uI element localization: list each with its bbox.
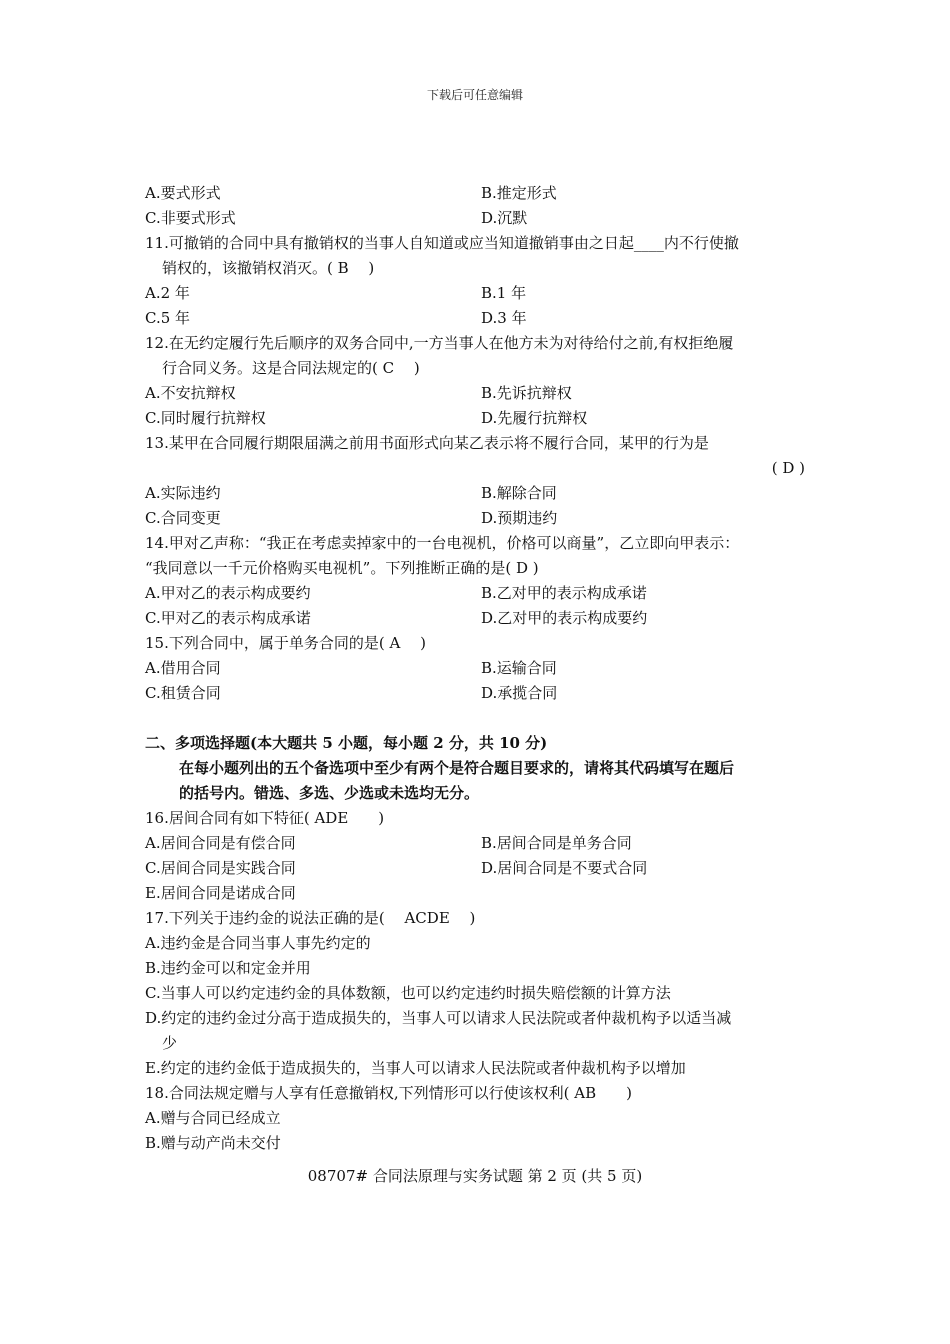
question-11: 11.可撤销的合同中具有撤销权的当事人自知道或应当知道撤销事由之日起____内不行使撤 (145, 234, 739, 252)
option-row (145, 381, 810, 406)
option-c: C.非要式形式 (145, 209, 236, 227)
option-d-cont: 少 (162, 1034, 178, 1052)
question-14-cont: “我同意以一千元价格购买电视机”。下列推断正确的是( D ) (145, 559, 539, 577)
option-b: B.乙对甲的表示构成承诺 (481, 584, 647, 602)
option-row (145, 856, 810, 881)
question-16: 16.居间合同有如下特征( ADE ) (145, 809, 385, 827)
option-c: C.同时履行抗辩权 (145, 409, 266, 427)
option-c: C.5 年 (145, 309, 191, 327)
option-a: A.甲对乙的表示构成要约 (145, 584, 311, 602)
option-a: A.借用合同 (145, 659, 221, 677)
option-e: E.约定的违约金低于造成损失的，当事人可以请求人民法院或者仲裁机构予以增加 (145, 1059, 686, 1077)
option-d: D.约定的违约金过分高于造成损失的，当事人可以请求人民法院或者仲裁机构予以适当减 (145, 1009, 732, 1027)
question-17: 17.下列关于违约金的说法正确的是( ACDE ) (145, 909, 476, 927)
option-row (145, 681, 810, 706)
option-row (145, 656, 810, 681)
section-2-heading: 二、多项选择题(本大题共 5 小题，每小题 2 分，共 10 分) (145, 734, 548, 752)
option-c: C.居间合同是实践合同 (145, 859, 296, 877)
option-a: A.2 年 (145, 284, 190, 302)
section-2-instructions: 在每小题列出的五个备选项中至少有两个是符合题目要求的，请将其代码填写在题后 (179, 759, 735, 777)
question-13: 13.某甲在合同履行期限届满之前用书面形式向某乙表示将不履行合同，某甲的行为是 (145, 434, 709, 452)
option-d: D.3 年 (481, 309, 527, 327)
option-b: B.解除合同 (481, 484, 557, 502)
option-row (145, 581, 810, 606)
section-2-instructions-cont: 的括号内。错选、多选、少选或未选均无分。 (179, 784, 480, 802)
option-d: D.预期违约 (481, 509, 558, 527)
option-d: D.乙对甲的表示构成要约 (481, 609, 648, 627)
question-12: 12.在无约定履行先后顺序的双务合同中,一方当事人在他方未为对待给付之前,有权拒绝履 (145, 334, 734, 352)
option-c: C.合同变更 (145, 509, 221, 527)
option-b: B.赠与动产尚未交付 (145, 1134, 281, 1152)
option-row (145, 281, 810, 306)
option-a: A.实际违约 (145, 484, 221, 502)
option-b: B.居间合同是单务合同 (481, 834, 632, 852)
question-13-answer: ( D ) (771, 459, 805, 477)
option-c: C.租赁合同 (145, 684, 221, 702)
option-a: A.要式形式 (145, 184, 221, 202)
option-d: D.承揽合同 (481, 684, 558, 702)
page-footer: 08707# 合同法原理与实务试题 第 2 页 (共 5 页) (307, 1167, 643, 1185)
option-a: A.违约金是合同当事人事先约定的 (145, 934, 371, 952)
question-12-cont: 行合同义务。这是合同法规定的( C ) (162, 359, 420, 377)
option-row (145, 406, 810, 431)
option-d: D.沉默 (481, 209, 528, 227)
exam-content (145, 181, 810, 1156)
option-row (145, 606, 810, 631)
section-gap (145, 706, 810, 731)
option-b: B.违约金可以和定金并用 (145, 959, 311, 977)
option-c: C.当事人可以约定违约金的具体数额，也可以约定违约时损失赔偿额的计算方法 (145, 984, 671, 1002)
option-row (145, 481, 810, 506)
question-15: 15.下列合同中，属于单务合同的是( A ) (145, 634, 426, 652)
option-b: B.先诉抗辩权 (481, 384, 572, 402)
option-b: B.1 年 (481, 284, 527, 302)
option-row (145, 181, 810, 206)
option-d: D.居间合同是不要式合同 (481, 859, 648, 877)
option-a: A.不安抗辩权 (145, 384, 236, 402)
option-a: A.赠与合同已经成立 (145, 1109, 281, 1127)
question-11-cont: 销权的，该撤销权消灭。( B ) (162, 259, 375, 277)
option-b: B.推定形式 (481, 184, 557, 202)
option-row (145, 831, 810, 856)
option-c: C.甲对乙的表示构成承诺 (145, 609, 311, 627)
option-e: E.居间合同是诺成合同 (145, 884, 296, 902)
option-a: A.居间合同是有偿合同 (145, 834, 296, 852)
option-row (145, 206, 810, 231)
page-header: 下载后可任意编辑 (426, 88, 523, 102)
option-d: D.先履行抗辩权 (481, 409, 588, 427)
question-14: 14.甲对乙声称：“我正在考虑卖掉家中的一台电视机，价格可以商量”，乙立即向甲表示： (145, 534, 740, 552)
question-18: 18.合同法规定赠与人享有任意撤销权,下列情形可以行使该权利( AB ) (145, 1084, 632, 1102)
option-row (145, 306, 810, 331)
option-row (145, 506, 810, 531)
option-b: B.运输合同 (481, 659, 557, 677)
